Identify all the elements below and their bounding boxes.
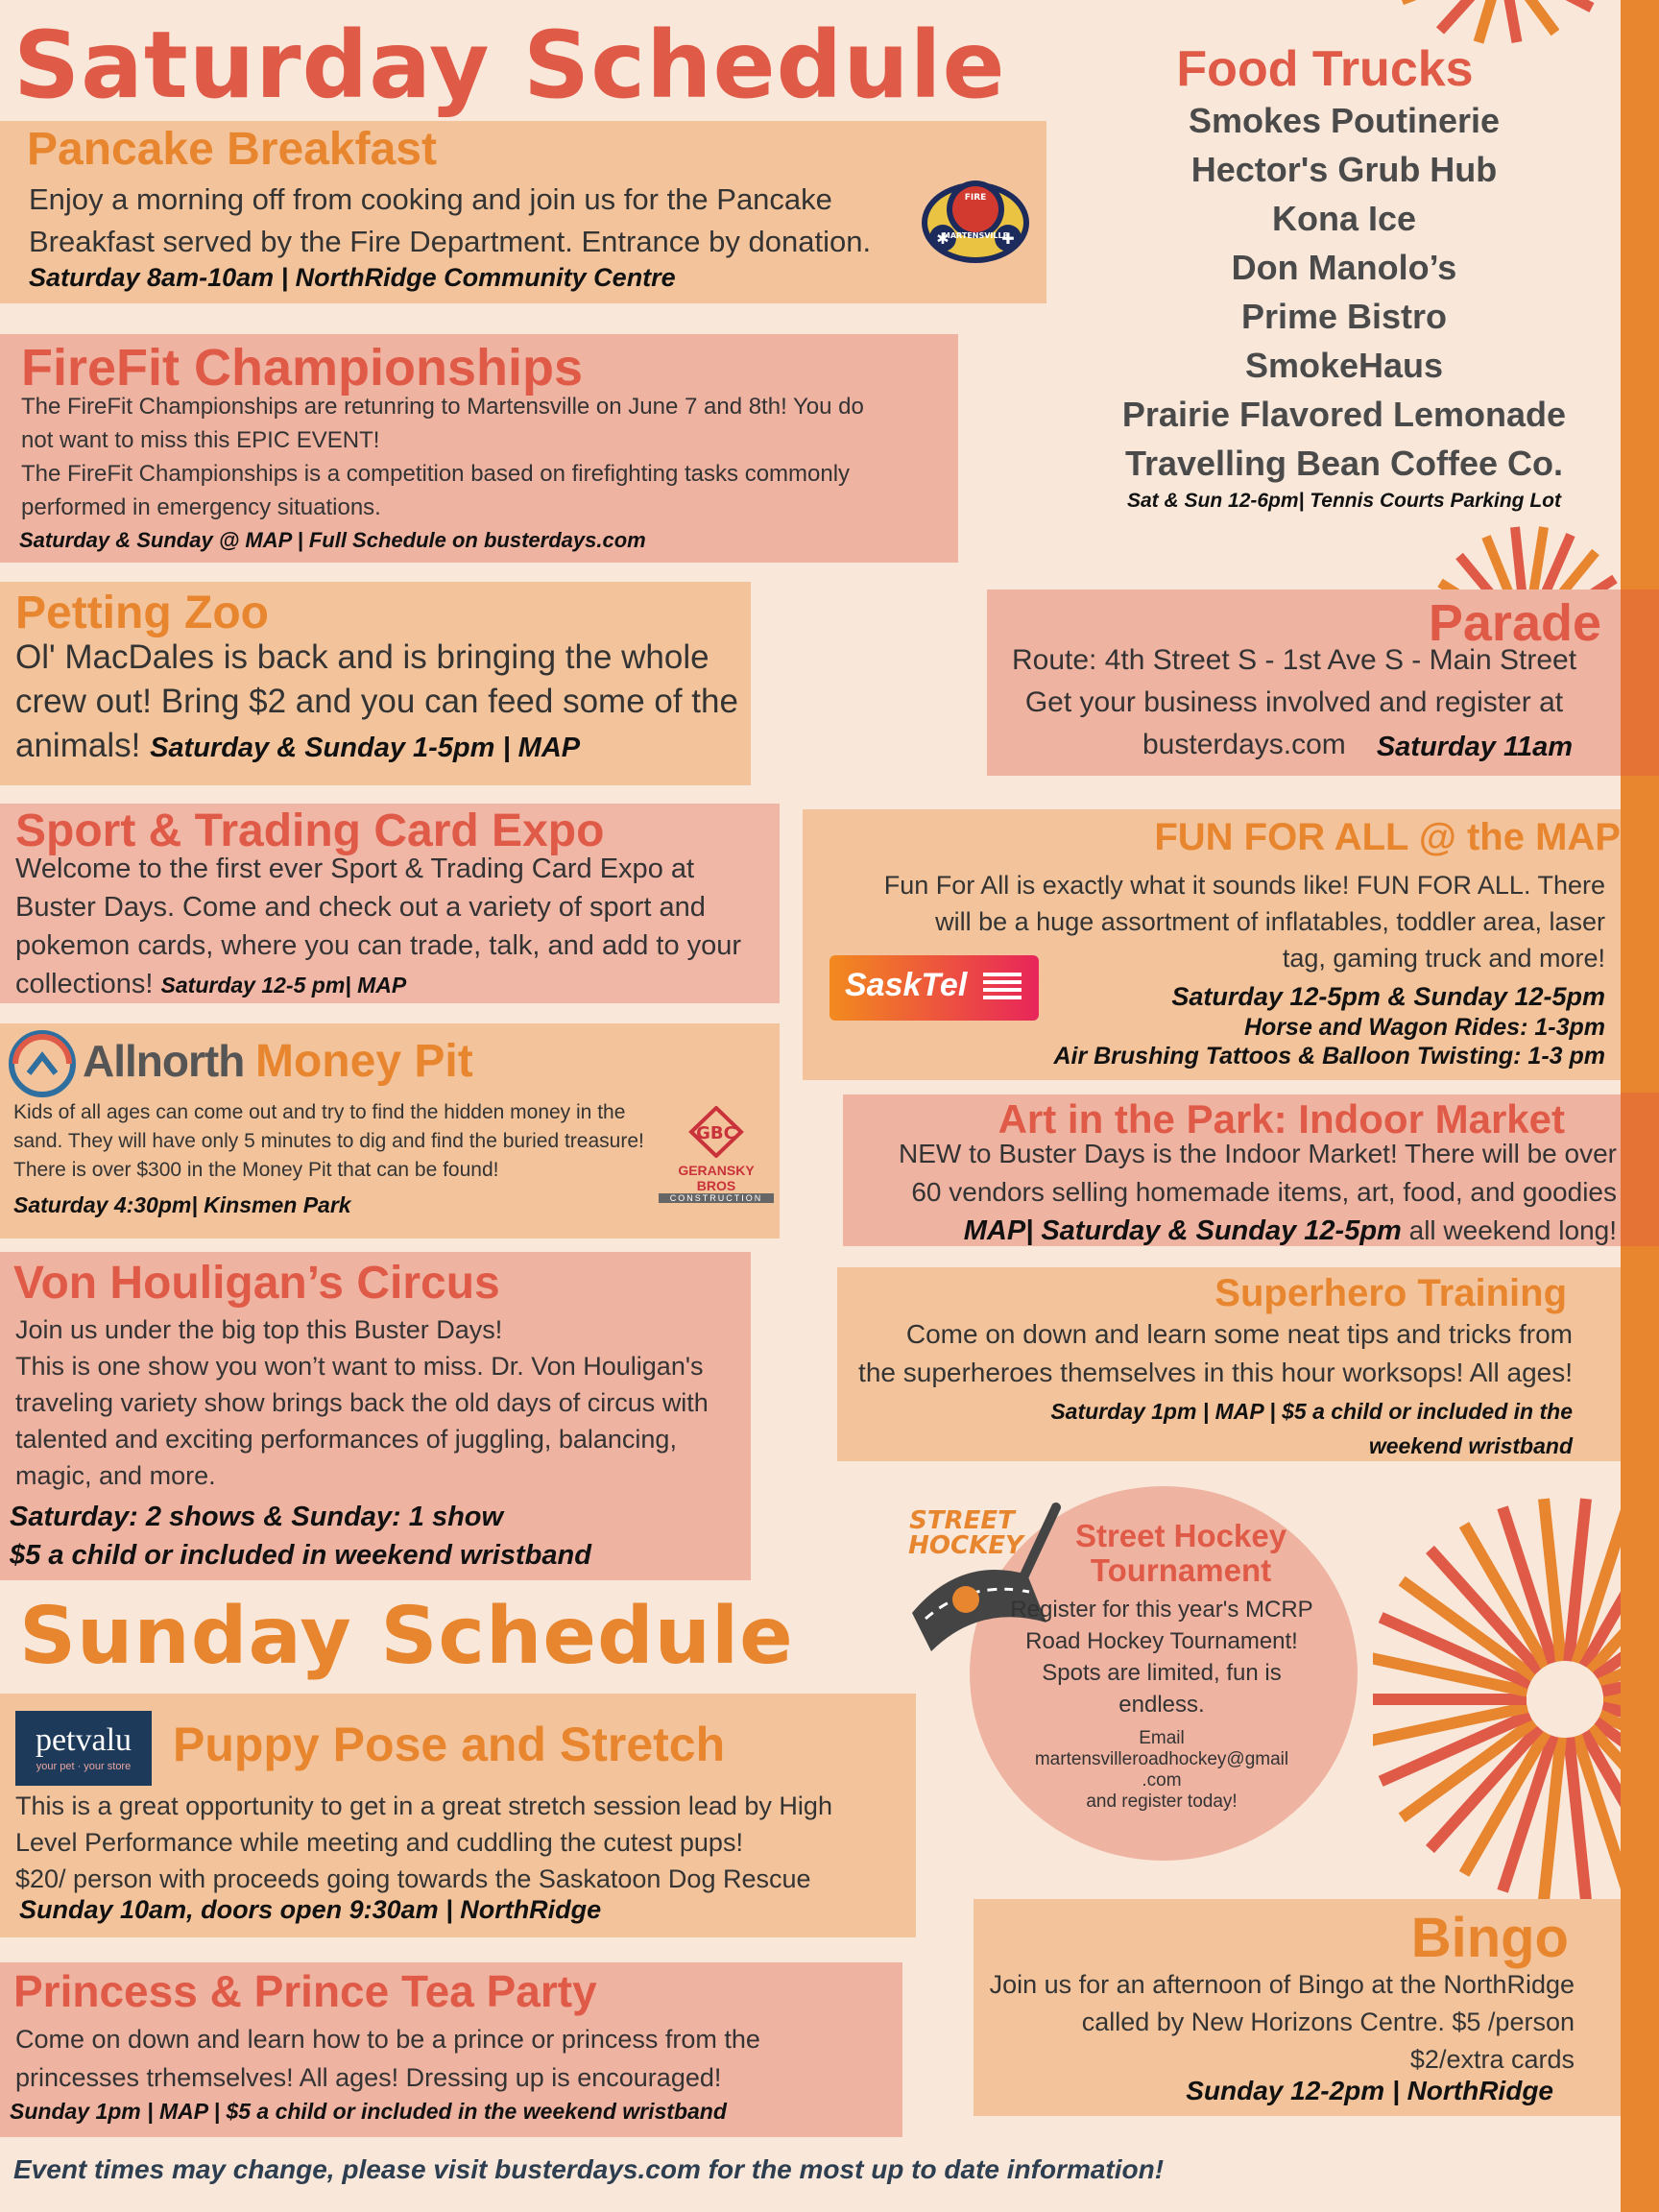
card-time: Saturday 12-5pm & Sunday 12-5pm <box>1171 982 1605 1011</box>
card-body: NEW to Buster Days is the Indoor Market! There will be over 60 vendors selling homemade items, art, food, and goodies MAP| Saturday & Sunday 12-5pm all weekend long! <box>899 1139 1617 1246</box>
card-body-link: busterdays.com <box>1142 729 1346 760</box>
food-trucks-list <box>1066 96 1623 488</box>
food-truck-item: Travelling Bean Coffee Co. <box>1124 444 1564 483</box>
food-truck-item: Prime Bistro <box>1240 297 1448 336</box>
card-time: Saturday & Sunday @ MAP | Full Schedule on busterdays.com <box>19 528 646 552</box>
fire-department-logo <box>920 169 1031 265</box>
bingo-card <box>974 1899 1621 2116</box>
card-body: This is a great opportunity to get in a great stretch session lead by High Level Performance while meeting and cuddling the cutest pups! $20/ person with proceeds going towards the Saskatoon Dog Rescue <box>15 1791 832 1893</box>
saturday-heading: Saturday Schedule <box>13 12 1006 119</box>
card-time: Saturday 1pm | MAP | $5 a child or included in the weekend wristband <box>1050 1399 1573 1458</box>
card-title: Art in the Park: Indoor Market <box>998 1096 1565 1142</box>
sunburst-decoration <box>1373 1479 1621 1901</box>
parade-card <box>987 589 1621 776</box>
card-time: Saturday: 2 shows & Sunday: 1 show $5 a child or included in weekend wristband <box>10 1502 591 1571</box>
card-body: Join us for an afternoon of Bingo at the NorthRidge called by New Horizons Centre. $5 /person $2/extra cards <box>989 1970 1575 2074</box>
food-truck-item: Prairie Flavored Lemonade <box>1121 395 1567 434</box>
food-truck-item: Kona Ice <box>1271 199 1417 238</box>
card-title: FireFit Championships <box>21 339 584 397</box>
money-pit-card <box>0 1023 780 1238</box>
card-body: Route: 4th Street S - 1st Ave S - Main Street Get your business involved and register at <box>1011 644 1577 718</box>
geransky-bros-logo: GBC GERANSKY BROS CONSTRUCTION <box>659 1106 774 1203</box>
sasktel-logo: SaskTel <box>830 955 1039 1021</box>
food-truck-item: Hector's Grub Hub <box>1190 150 1498 189</box>
petvalu-logo: petvalu your pet · your store <box>15 1711 152 1786</box>
card-body: Welcome to the first ever Sport & Trading Card Expo at Buster Days. Come and check out a variety of sport and pokemon cards, where you can trade, talk, and add to your collections! Saturday 12-5 pm| MAP <box>15 854 742 999</box>
card-body: Enjoy a morning off from cooking and join us for the Pancake Breakfast served by the Fire Department. Entrance by donation. <box>29 182 872 258</box>
sunburst-decoration <box>1431 523 1623 590</box>
allnorth-logo-icon <box>8 1029 77 1098</box>
card-title: Sport & Trading Card Expo <box>15 805 605 856</box>
card-time: MAP| Saturday & Sunday 12-5pm <box>963 1215 1402 1246</box>
card-time: Air Brushing Tattoos & Balloon Twisting: 1-3 pm <box>1053 1043 1605 1070</box>
card-title: FUN FOR ALL @ the MAP <box>1154 816 1621 858</box>
svg-text:STREET: STREET <box>909 1506 1015 1535</box>
card-body: Come on down and learn how to be a prince or princess from the princesses trhemselves! All ages! Dressing up is encouraged! <box>15 2025 760 2092</box>
card-title: Petting Zoo <box>15 588 269 638</box>
card-time: Saturday 12-5 pm| MAP <box>160 973 407 998</box>
card-title: Puppy Pose and Stretch <box>173 1718 726 1771</box>
side-stripe-accent <box>1621 589 1659 776</box>
card-title: Superhero Training <box>1214 1272 1567 1314</box>
card-expo-card <box>0 804 780 1003</box>
card-title: Bingo <box>1410 1907 1569 1969</box>
card-time: Saturday 8am-10am | NorthRidge Community Centre <box>29 263 676 292</box>
card-body: The FireFit Championships are retunring to Martensville on June 7 and 8th! You do not want to miss this EPIC EVENT! The FireFit Championships is a competition based on firefighting tasks commonly performed in emergency situations. <box>21 394 864 520</box>
card-title: Money Pit <box>255 1036 473 1087</box>
food-trucks-title: Food Trucks <box>1176 41 1474 97</box>
card-time: Saturday 11am <box>1376 732 1573 762</box>
circus-card <box>0 1252 751 1580</box>
card-time: Sunday 12-2pm | NorthRidge <box>1186 2076 1553 2105</box>
card-title: Princess & Prince Tea Party <box>13 1966 597 2016</box>
pancake-breakfast-card <box>0 121 1046 303</box>
food-truck-item: SmokeHaus <box>1244 346 1444 385</box>
card-time: Sunday 1pm | MAP | $5 a child or included in the weekend wristband <box>10 2099 727 2124</box>
superhero-training-card <box>837 1267 1621 1461</box>
side-stripe-accent <box>1621 1093 1659 1246</box>
svg-text:MARTENSVILLE: MARTENSVILLE <box>942 231 1009 240</box>
svg-text:HOCKEY: HOCKEY <box>908 1531 1023 1560</box>
art-in-the-park-card <box>843 1094 1621 1246</box>
card-title: Pancake Breakfast <box>27 124 437 175</box>
svg-text:✚: ✚ <box>1001 229 1015 248</box>
fun-for-all-card <box>803 809 1621 1080</box>
card-time: Sunday 10am, doors open 9:30am | NorthRidge <box>19 1895 602 1924</box>
card-body: Fun For All is exactly what it sounds like! FUN FOR ALL. There will be a huge assortment of inflatables, toddler area, laser tag, gaming truck and more! <box>883 871 1605 973</box>
street-hockey-contact: Email martensvilleroadhockey@gmail .com and register today! <box>1034 1728 1289 1812</box>
food-truck-item: Smokes Poutinerie <box>1188 101 1501 140</box>
food-trucks-time: Sat & Sun 12-6pm| Tennis Courts Parking Lot <box>1127 490 1561 512</box>
puppy-pose-card <box>0 1694 916 1937</box>
svg-text:✱: ✱ <box>936 229 950 248</box>
svg-text:FIRE: FIRE <box>964 193 987 203</box>
footer-note: Event times may change, please visit busterdays.com for the most up to date information! <box>13 2154 1165 2184</box>
card-body: Ol' MacDales is back and is bringing the whole crew out! Bring $2 and you can feed some of the animals! Saturday & Sunday 1-5pm | MAP <box>15 638 738 764</box>
card-body: Join us under the big top this Buster Days! This is one show you won’t want to miss. Dr. Von Houligan's traveling variety show brings back the old days of circus with talented and exciting performances of juggling, balancing, magic, and more. <box>15 1315 709 1490</box>
allnorth-logo-text: Allnorth <box>83 1036 245 1086</box>
card-time: Saturday & Sunday 1-5pm | MAP <box>150 733 581 763</box>
firefit-card <box>0 334 958 563</box>
card-body: Kids of all ages can come out and try to find the hidden money in the sand. They will have only 5 minutes to dig and find the buried treasure! There is over $300 in the Money Pit that can be found! <box>13 1101 644 1181</box>
food-truck-item: Don Manolo’s <box>1231 248 1457 287</box>
card-title: Von Houligan’s Circus <box>13 1258 500 1309</box>
card-body: Come on down and learn some neat tips and tricks from the superheroes themselves in this hour worksops! All ages! <box>858 1319 1573 1387</box>
street-hockey-body: Register for this year's MCRP Road Hockey Tournament! Spots are limited, fun is endless. <box>1010 1597 1313 1718</box>
tea-party-card <box>0 1962 902 2137</box>
svg-text:GBC: GBC <box>696 1123 736 1143</box>
street-hockey-title: Street Hockey Tournament <box>1074 1518 1287 1588</box>
card-title: Parade <box>1428 594 1601 652</box>
petting-zoo-card <box>0 582 751 785</box>
card-time: Horse and Wagon Rides: 1-3pm <box>1244 1014 1605 1041</box>
sunday-heading: Sunday Schedule <box>19 1591 794 1682</box>
card-time: Saturday 4:30pm| Kinsmen Park <box>13 1192 351 1217</box>
